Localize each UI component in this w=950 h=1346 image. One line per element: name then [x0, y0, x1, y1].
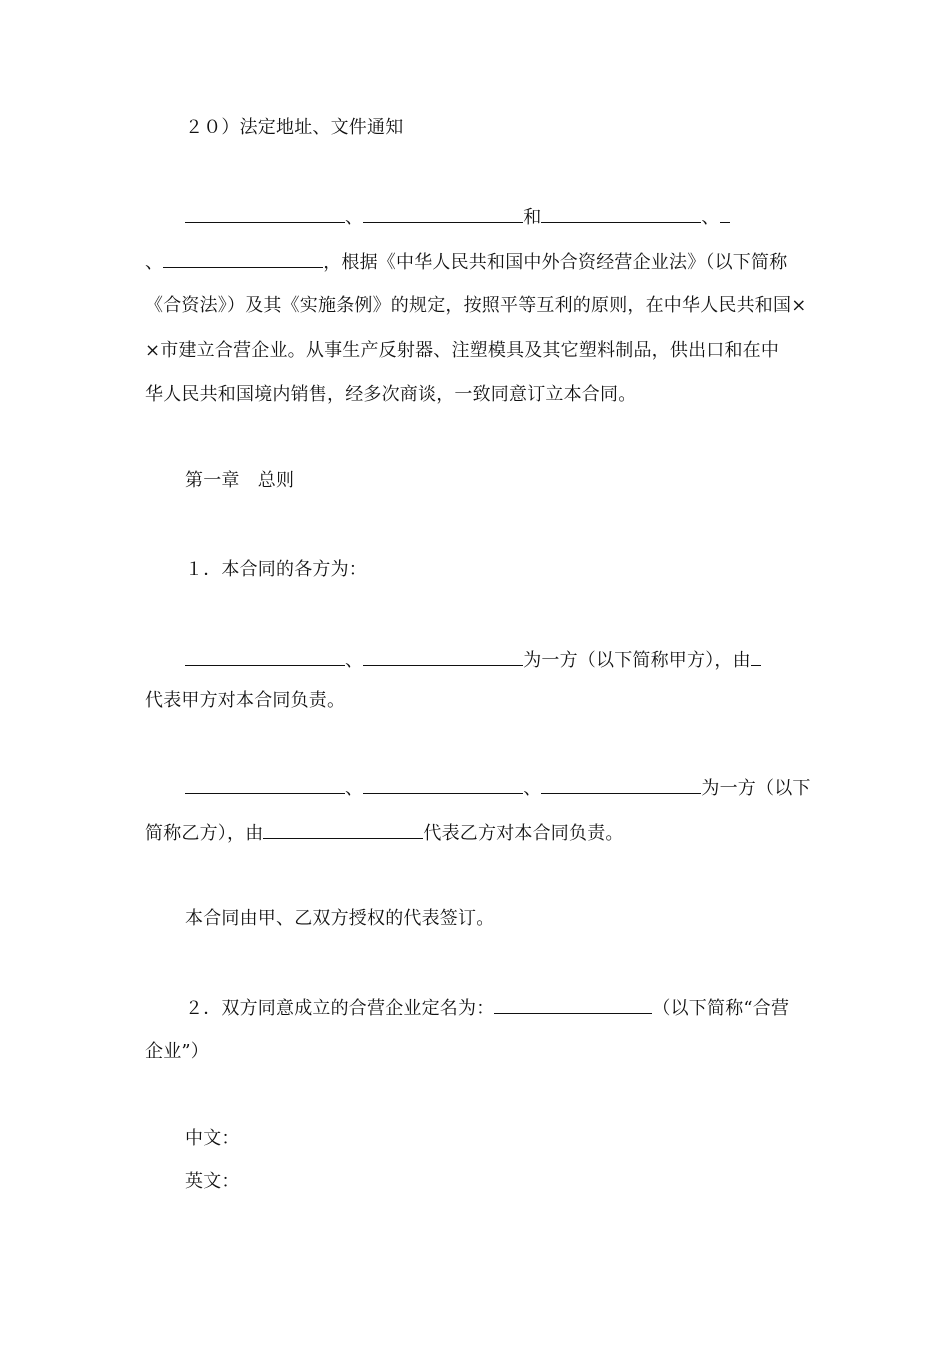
- label-text: 英文：: [185, 1171, 240, 1192]
- party-b-line-2: [145, 820, 810, 846]
- party-b-text: 简称乙方），由: [145, 823, 264, 844]
- section-heading: [185, 116, 810, 140]
- party-a-line-1: [185, 647, 810, 673]
- signing-note-text: 本合同由甲、乙双方授权的代表签订。: [185, 908, 495, 929]
- separator: 、: [345, 778, 364, 799]
- separator: 、: [701, 207, 720, 228]
- blank-field[interactable]: [541, 204, 701, 223]
- separator: 、: [145, 252, 164, 273]
- section-heading-text: ２０）法定地址、文件通知: [185, 117, 404, 138]
- article-2-text: （以下简称“合营: [652, 998, 790, 1019]
- label-text: 中文：: [185, 1128, 240, 1149]
- blank-field[interactable]: [751, 647, 761, 666]
- chapter-title-text: 第一章 总则: [185, 470, 295, 491]
- separator: 、: [345, 207, 364, 228]
- preamble-text: 华人民共和国境内销售，经多次商谈，一致同意订立本合同。: [145, 384, 637, 405]
- party-b-text: 代表乙方对本合同负责。: [423, 823, 624, 844]
- blank-field[interactable]: [541, 775, 701, 794]
- chinese-name-label: [185, 1127, 810, 1151]
- article-2-text: 企业”）: [145, 1041, 210, 1062]
- article-2-line-2: [145, 1040, 810, 1064]
- preamble-line-2: [145, 249, 810, 275]
- blank-field[interactable]: [163, 249, 323, 268]
- preamble-line-3: [145, 294, 810, 318]
- article-2-text: ２．双方同意成立的合营企业定名为：: [185, 998, 495, 1019]
- blank-field[interactable]: [185, 775, 345, 794]
- preamble-text: ×市建立合营企业。从事生产反射器、注塑模具及其它塑料制品，供出口和在中: [145, 340, 780, 361]
- article-1-heading: [185, 558, 810, 582]
- party-a-text: 代表甲方对本合同负责。: [145, 690, 346, 711]
- conjunction-text: 和: [523, 207, 542, 228]
- preamble-text: 《合资法》）及其《实施条例》的规定，按照平等互利的原则，在中华人民共和国×: [145, 295, 807, 316]
- blank-field[interactable]: [363, 775, 523, 794]
- chapter-title: [185, 469, 810, 493]
- blank-field[interactable]: [720, 204, 730, 223]
- signing-note: [185, 907, 810, 931]
- blank-field[interactable]: [494, 995, 652, 1014]
- blank-field[interactable]: [263, 820, 423, 839]
- separator: 、: [345, 650, 364, 671]
- article-2-line-1: [185, 995, 810, 1021]
- preamble-line-5: [145, 383, 810, 407]
- blank-field[interactable]: [363, 204, 523, 223]
- party-a-text: 为一方（以下简称甲方），由: [523, 650, 751, 671]
- english-name-label: [185, 1170, 810, 1194]
- party-a-line-2: [145, 689, 810, 713]
- party-b-text: 为一方（以下: [701, 778, 811, 799]
- preamble-line-4: [145, 339, 810, 363]
- preamble-line-1: [185, 204, 810, 230]
- party-b-line-1: [185, 775, 810, 801]
- blank-field[interactable]: [185, 647, 345, 666]
- preamble-text: ，根据《中华人民共和国中外合资经营企业法》（以下简称: [323, 252, 788, 273]
- separator: 、: [523, 778, 542, 799]
- article-heading-text: １．本合同的各方为：: [185, 559, 367, 580]
- blank-field[interactable]: [363, 647, 523, 666]
- blank-field[interactable]: [185, 204, 345, 223]
